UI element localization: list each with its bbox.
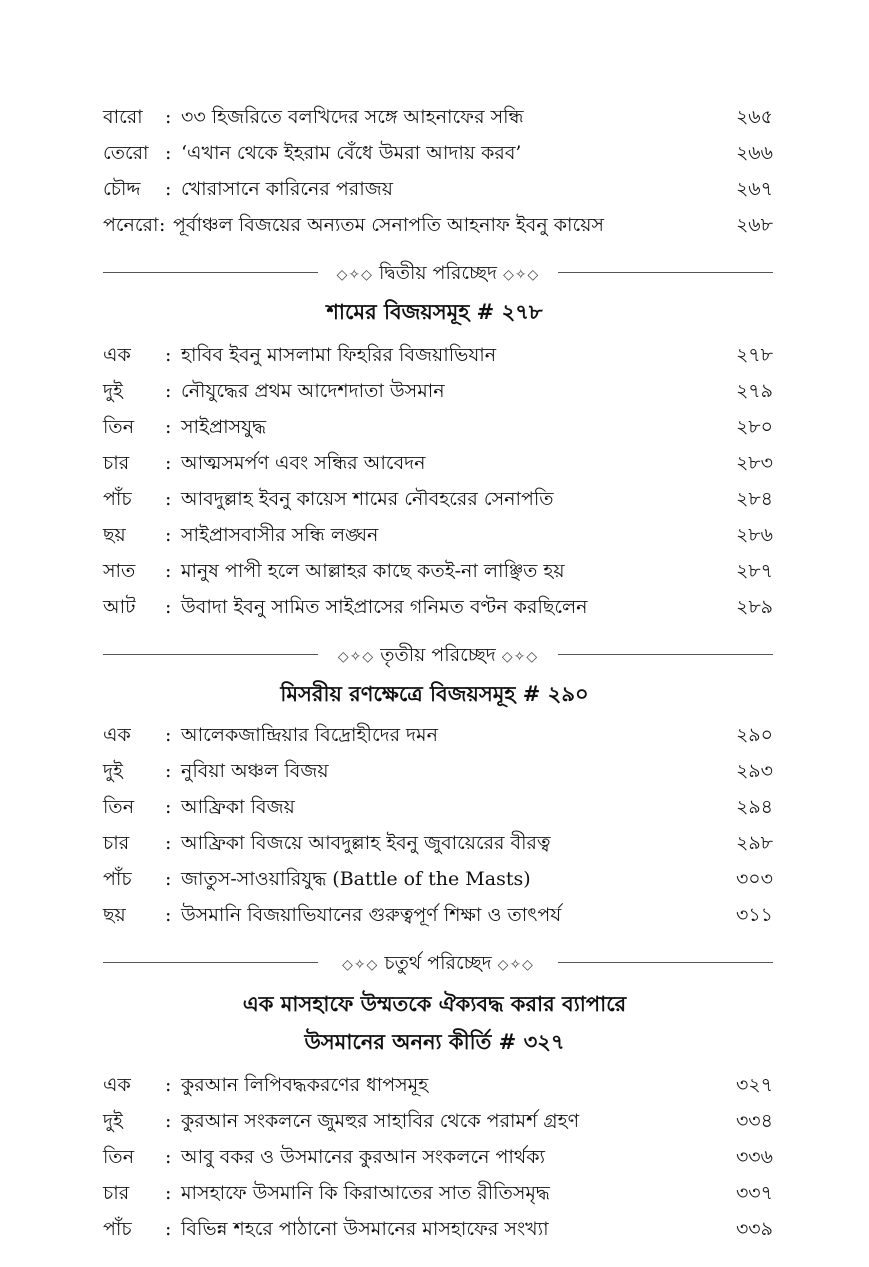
entry-number: পাঁচ xyxy=(103,868,132,890)
entry-colon: : xyxy=(165,796,172,818)
entry-colon: : xyxy=(165,488,172,510)
entry-page-number: ২৯৮ xyxy=(735,832,773,854)
entry-title: হাবিব ইবনু মাসলামা ফিহরির বিজয়াভিযান xyxy=(181,344,497,366)
entry-page-number: ৩৩৭ xyxy=(735,1182,773,1204)
entry-number: দুই xyxy=(103,380,123,402)
chapter-heading-line1: এক মাসহাফে উম্মতকে ঐক্যবদ্ধ করার ব্যাপারে xyxy=(242,991,627,1016)
entry-colon: : xyxy=(165,416,172,438)
toc-entry xyxy=(103,518,773,552)
toc-entry xyxy=(103,1104,773,1138)
entry-colon: : xyxy=(165,106,172,128)
entry-colon: : xyxy=(165,178,172,200)
entry-page-number: ২৮৪ xyxy=(735,488,773,510)
entry-number: সাত xyxy=(103,560,136,582)
entry-number: চার xyxy=(103,1182,130,1204)
entry-title: আফ্রিকা বিজয় xyxy=(181,796,295,818)
chapter-heading: মিসরীয় রণক্ষেত্রে বিজয়সমূহ # ২৯০ xyxy=(280,681,589,706)
entry-colon: : xyxy=(165,1074,172,1096)
entry-title: জাতুস-সাওয়ারিযুদ্ধ (Battle of the Masts) xyxy=(181,868,531,890)
entry-page-number: ২৯০ xyxy=(735,724,773,746)
entry-number: ছয় xyxy=(103,904,126,926)
toc-entry xyxy=(103,862,773,896)
entry-title: ‘এখান থেকে ইহরাম বেঁধে উমরা আদায় করব’ xyxy=(181,142,522,164)
toc-entry xyxy=(103,446,773,480)
ornament-icon: ◇✧◇ xyxy=(497,957,534,973)
entry-colon: : xyxy=(165,1110,172,1132)
entry-title: আত্মসমর্পণ এবং সন্ধির আবেদন xyxy=(181,452,426,474)
entry-page-number: ৩১১ xyxy=(735,904,773,926)
entry-number: আট xyxy=(103,596,136,618)
ornament-icon: ◇✧◇ xyxy=(503,267,540,283)
entry-page-number: ২৬৮ xyxy=(735,214,773,236)
ornament-icon: ◇✧◇ xyxy=(337,649,375,665)
entry-number: পাঁচ xyxy=(103,488,132,510)
entry-colon: : xyxy=(165,452,172,474)
entry-title: আবদুল্লাহ ইবনু কায়েস শামের নৌবহরের সেনাপতি xyxy=(181,488,554,510)
entry-page-number: ৩৩৬ xyxy=(735,1146,773,1168)
entry-number: তিন xyxy=(103,796,135,818)
entry-colon: : xyxy=(165,1218,172,1240)
entry-number: দুই xyxy=(103,1110,123,1132)
entry-number: বারো xyxy=(103,106,143,128)
toc-entry xyxy=(103,1212,773,1246)
toc-entry xyxy=(103,826,773,860)
entry-title: আলেকজান্দ্রিয়ার বিদ্রোহীদের দমন xyxy=(181,724,438,746)
toc-entry xyxy=(103,754,773,788)
entry-colon: : xyxy=(165,868,172,890)
entry-title: আবু বকর ও উসমানের কুরআন সংকলনে পার্থক্য xyxy=(181,1146,546,1168)
toc-entry xyxy=(103,374,773,408)
entry-number: এক xyxy=(103,344,131,366)
entry-colon: : xyxy=(165,1182,172,1204)
entry-page-number: ২৮৩ xyxy=(735,452,773,474)
entry-number: ছয় xyxy=(103,524,126,546)
entry-page-number: ৩০৩ xyxy=(735,868,773,890)
toc-entry xyxy=(103,718,773,752)
chapter-label: চতুর্থ পরিচ্ছেদ xyxy=(384,952,492,974)
toc-entry xyxy=(103,1068,773,1102)
toc-entry xyxy=(103,208,773,242)
entry-page-number: ২৯৩ xyxy=(735,760,773,782)
entry-title: কুরআন সংকলনে জুমহুর সাহাবির থেকে পরামর্শ গ্রহণ xyxy=(181,1110,580,1132)
chapter-divider xyxy=(103,258,773,288)
chapter-label: তৃতীয় পরিচ্ছেদ xyxy=(380,644,496,666)
entry-page-number: ৩২৭ xyxy=(735,1074,773,1096)
entry-title: বিভিন্ন শহরে পাঠানো উসমানের মাসহাফের সংখ্যা xyxy=(181,1218,549,1240)
entry-number: পাঁচ xyxy=(103,1218,132,1240)
entry-colon: : xyxy=(165,344,172,366)
entry-page-number: ৩৩৯ xyxy=(735,1218,773,1240)
entry-title: আফ্রিকা বিজয়ে আবদুল্লাহ ইবনু জুবায়েরের বীরত্ব xyxy=(181,832,551,854)
entry-number: চার xyxy=(103,452,130,474)
entry-page-number: ২৮০ xyxy=(735,416,773,438)
entry-number: দুই xyxy=(103,760,123,782)
toc-entry xyxy=(103,338,773,372)
entry-colon: : xyxy=(165,560,172,582)
entry-title: পূর্বাঞ্চল বিজয়ের অন্যতম সেনাপতি আহনাফ ইবনু কায়েস xyxy=(173,214,604,236)
entry-title: খোরাসানে কারিনের পরাজয় xyxy=(181,178,393,200)
entry-title: নৌযুদ্ধের প্রথম আদেশদাতা উসমান xyxy=(181,380,445,402)
entry-title: কুরআন লিপিবদ্ধকরণের ধাপসমূহ xyxy=(181,1074,429,1096)
entry-colon: : xyxy=(165,142,172,164)
ornament-icon: ◇✧◇ xyxy=(501,649,539,665)
entry-title: সাইপ্রাসবাসীর সন্ধি লঙ্ঘন xyxy=(181,524,379,546)
entry-colon: : xyxy=(165,904,172,926)
entry-colon: : xyxy=(165,724,172,746)
entry-colon: : xyxy=(165,596,172,618)
entry-number: চার xyxy=(103,832,130,854)
toc-entry xyxy=(103,136,773,170)
ornament-icon: ◇✧◇ xyxy=(342,957,379,973)
chapter-heading-line2: উসমানের অনন্য কীর্তি # ৩২৭ xyxy=(304,1029,565,1054)
entry-title: নুবিয়া অঞ্চল বিজয় xyxy=(181,760,329,782)
toc-entry xyxy=(103,482,773,516)
entry-colon: : xyxy=(165,832,172,854)
chapter-heading: শামের বিজয়সমূহ # ২৭৮ xyxy=(326,299,543,324)
entry-page-number: ২৬৬ xyxy=(735,142,773,164)
entry-number: এক xyxy=(103,1074,131,1096)
toc-entry xyxy=(103,100,773,134)
toc-entry xyxy=(103,590,773,624)
entry-colon: : xyxy=(165,524,172,546)
entry-title: সাইপ্রাসযুদ্ধ xyxy=(181,416,267,438)
toc-entry xyxy=(103,898,773,932)
entry-page-number: ২৬৫ xyxy=(735,106,773,128)
toc-entry xyxy=(103,554,773,588)
entry-title: উসমানি বিজয়াভিযানের গুরুত্বপূর্ণ শিক্ষা ও তাৎপর্য xyxy=(181,904,562,926)
entry-page-number: ২৮৬ xyxy=(735,524,773,546)
toc-entry xyxy=(103,1176,773,1210)
entry-title: মানুষ পাপী হলে আল্লাহর কাছে কতই-না লাঞ্ছিত হয় xyxy=(181,560,565,582)
entry-page-number: ২৮৭ xyxy=(735,560,773,582)
chapter-label: দ্বিতীয় পরিচ্ছেদ xyxy=(378,262,498,284)
toc-entry xyxy=(103,790,773,824)
entry-number: পনেরো xyxy=(103,214,159,236)
entry-page-number: ২৭৯ xyxy=(735,380,773,402)
chapter-divider xyxy=(103,640,773,670)
toc-entry xyxy=(103,172,773,206)
entry-number: তিন xyxy=(103,416,135,438)
toc-entry xyxy=(103,1140,773,1174)
entry-page-number: ২৮৯ xyxy=(735,596,773,618)
toc-entry xyxy=(103,410,773,444)
entry-title: উবাদা ইবনু সামিত সাইপ্রাসের গনিমত বণ্টন করছিলেন xyxy=(181,596,588,618)
chapter-divider xyxy=(103,948,773,978)
entry-colon: : xyxy=(165,1146,172,1168)
entry-colon: : xyxy=(165,380,172,402)
entry-page-number: ২৯৪ xyxy=(735,796,773,818)
entry-number: তিন xyxy=(103,1146,135,1168)
entry-number: এক xyxy=(103,724,131,746)
entry-page-number: ৩৩৪ xyxy=(735,1110,773,1132)
ornament-icon: ◇✧◇ xyxy=(336,267,373,283)
entry-title: মাসহাফে উসমানি কি কিরাআতের সাত রীতিসমৃদ্ধ xyxy=(181,1182,550,1204)
entry-page-number: ২৬৭ xyxy=(735,178,773,200)
entry-colon: : xyxy=(159,214,166,236)
entry-number: চৌদ্দ xyxy=(103,178,141,200)
entry-title: ৩৩ হিজরিতে বলখিদের সঙ্গে আহনাফের সন্ধি xyxy=(181,106,524,128)
entry-number: তেরো xyxy=(103,142,149,164)
entry-colon: : xyxy=(165,760,172,782)
entry-page-number: ২৭৮ xyxy=(735,344,773,366)
